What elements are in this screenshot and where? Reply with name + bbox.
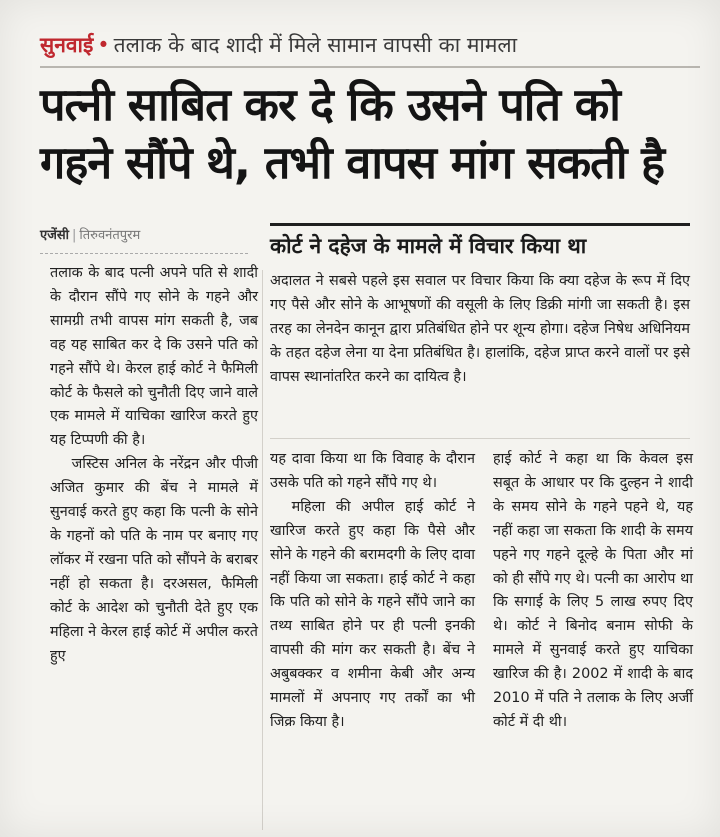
byline-agency: एजेंसी — [40, 228, 69, 243]
paragraph: हाई कोर्ट ने कहा था कि केवल इस सबूत के आधार पर कि दुल्हन ने शादी के समय सोने के गहने पहने थे, यह नहीं कहा जा सकता कि शादी के समय पहने गए गहने दूल्हे के पिता और मां को ही सौंपे गए थे। पत्नी का आरोप था कि सगाई के लिए 5 लाख रुपए दिए थे। कोर्ट ने बिनोद बनाम सोफी के मामले में सुनवाई करते हुए याचिका खारिज की है। 2002 में शादी के बाद 2010 में पति ने तलाक के लिए अर्जी कोर्ट में दी थी। — [493, 451, 693, 730]
paragraph: जस्टिस अनिल के नरेंद्रन और पीजी अजित कुमार की बेंच ने मामले में सुनवाई करते हुए कहा कि पत्नी के सोने के गहनों को पति के नाम पर बनाए गए लॉकर में रखना पति को सौंपने के बराबर नहीं हो सकता है। दरअसल, फैमिली कोर्ट के आदेश को चुनौती देते हुए एक महिला ने केरल हाई कोर्ट में अपील करते हुए — [50, 456, 258, 664]
article-column-wide — [270, 270, 690, 390]
paragraph: महिला की अपील हाई कोर्ट ने खारिज करते हुए कहा कि पैसे और सोने के गहने की बरामदगी के लिए दावा नहीं किया जा सकता। हाई कोर्ट ने कहा कि पति को सोने के गहने सौंपे जाने का तथ्य साबित होने पर ही पत्नी इनकी वापसी की मांग कर सकती है। बेंच ने अबुबक्कर व शमीना केबी और अन्य मामलों में अपनाए गए तर्कों का भी जिक्र किया है। — [270, 498, 475, 730]
article-column-2 — [270, 448, 475, 735]
paragraph: अदालत ने सबसे पहले इस सवाल पर विचार किया कि क्या दहेज के रूप में दिए गए पैसे और सोने के आभूषणों की वसूली के लिए डिक्री मांगी जा सकती है। इस तरह का लेनदेन कानून द्वारा प्रतिबंधित होने पर शून्य होगा। दहेज निषेध अधिनियम के तहत दहेज लेना या देना प्रतिबंधित है। हालांकि, दहेज प्राप्त करने वालों पर इसे वापस स्थानांतरित करने का दायित्व है। — [270, 273, 690, 385]
column-divider — [262, 270, 263, 830]
headline — [40, 76, 700, 192]
headline-line-1: पत्नी साबित कर दे कि उसने पति को — [40, 78, 620, 131]
byline-city: तिरुवनंतपुरम — [79, 228, 141, 243]
meta-row — [0, 213, 720, 265]
kicker-tag: सुनवाई — [40, 33, 94, 57]
paragraph: तलाक के बाद पत्नी अपने पति से शादी के दौरान सौंपे गए सोने के गहने और सामग्री तभी वापस मांग सकती है, जब वह यह साबित कर दे कि उसने पति को गहने सौंपे थे। केरल हाई कोर्ट ने फैमिली कोर्ट के फैसले को चुनौती दिए जाने वाले एक मामले में याचिका खारिज करते हुए यह टिप्पणी की है। — [50, 265, 258, 449]
article-column-1 — [50, 262, 258, 668]
paragraph: यह दावा किया था कि विवाह के दौरान उसके पति को गहने सौंपे गए थे। — [270, 451, 475, 491]
byline-separator: | — [72, 228, 77, 243]
article-column-3 — [493, 448, 693, 735]
kicker-text: तलाक के बाद शादी में मिले सामान वापसी का मामला — [113, 33, 518, 57]
headline-line-2: गहने सौंपे थे, तभी वापस मांग सकती है — [40, 136, 665, 189]
subheading: कोर्ट ने दहेज के मामले में विचार किया था — [270, 223, 690, 260]
section-divider — [270, 438, 690, 439]
kicker-bullet: • — [97, 33, 110, 57]
byline-divider — [40, 253, 248, 254]
byline — [40, 225, 140, 243]
kicker-line — [40, 30, 700, 68]
